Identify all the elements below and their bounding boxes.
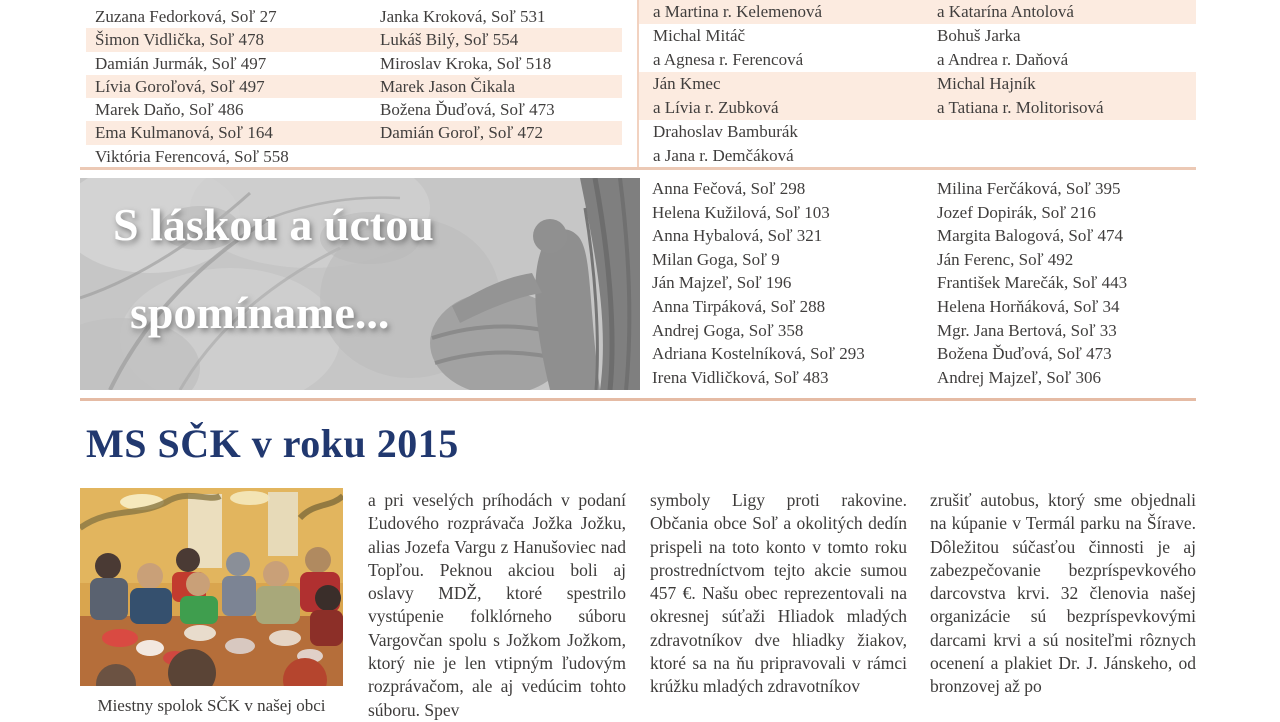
photo-caption: Miestny spolok SČK v našej obci: [97, 696, 326, 715]
table-row: [86, 5, 622, 28]
name-entry: Lukáš Bilý, Soľ 554: [380, 30, 519, 50]
name-entry: [937, 120, 1196, 144]
name-entry: Anna Tirpáková, Soľ 288: [652, 296, 826, 316]
memorial-banner-image: [80, 178, 640, 390]
name-entry: Mgr. Jana Bertová, Soľ 33: [937, 320, 1117, 340]
name-entry: Drahoslav Bamburák: [653, 122, 798, 141]
name-entry: Michal Hajník: [937, 74, 1036, 93]
name-entry: Damián Goroľ, Soľ 472: [380, 123, 544, 143]
name-entry: Helena Horňáková, Soľ 34: [937, 296, 1120, 316]
section-divider: [80, 167, 1196, 170]
name-entry: Anna Hybalová, Soľ 321: [652, 226, 823, 246]
name-entry: Viktória Ferencová, Soľ 558: [95, 146, 289, 166]
name-entry: Božena Ďuďová, Soľ 473: [380, 100, 555, 120]
article-column-1: a pri veselých príhodách v podaní Ľudového rozprávača Jožka Jožku, alias Jozefa Vargu z Hanušoviec nad Topľou. Peknou akciou boli aj oslavy MDŽ, ktoré spestrilo vystúpenie folklórneho súboru Vargovčan spolu s Jožkom Jožkom, ktorý nie je len vtipným ľudovým rozprávačom, ale aj vedúcim tohto súboru. Spev: [368, 490, 626, 720]
table-row: [639, 96, 1196, 120]
table-row: [639, 24, 1196, 48]
section-divider: [80, 398, 1196, 401]
name-entry: a Lívia r. Zubková: [653, 98, 779, 117]
table-row: [639, 144, 1196, 168]
table-row: [639, 0, 1196, 24]
name-entry: Helena Kužilová, Soľ 103: [652, 202, 830, 222]
name-entry: Milan Goga, Soľ 9: [652, 249, 780, 269]
table-row: [86, 145, 622, 168]
name-entry: Lívia Goroľová, Soľ 497: [95, 76, 265, 96]
name-entry: a Tatiana r. Molitorisová: [937, 98, 1104, 117]
name-entry: Milina Ferčáková, Soľ 395: [937, 179, 1121, 198]
name-entry: Margita Balogová, Soľ 474: [937, 226, 1124, 246]
name-entry: Zuzana Fedorková, Soľ 27: [95, 7, 277, 26]
deceased-name-table: [86, 0, 622, 168]
name-entry: [937, 144, 1196, 168]
table-row: [86, 98, 622, 121]
name-entry: Anna Fečová, Soľ 298: [652, 179, 806, 198]
name-entry: Marek Jason Čikala: [380, 76, 516, 96]
name-entry: Irena Vidličková, Soľ 483: [652, 367, 829, 387]
name-entry: Adriana Kostelníková, Soľ 293: [652, 344, 865, 364]
name-entry: Miroslav Kroka, Soľ 518: [380, 53, 552, 73]
name-entry: Marek Daňo, Soľ 486: [95, 100, 244, 120]
name-entry: a Katarína Antolová: [937, 2, 1074, 21]
name-entry: [380, 145, 622, 168]
table-row: [86, 52, 622, 75]
name-entry: Ján Ferenc, Soľ 492: [937, 249, 1074, 269]
name-entry: František Marečák, Soľ 443: [937, 273, 1128, 293]
name-entry: a Agnesa r. Ferencová: [653, 50, 804, 69]
marriages-name-table: [637, 0, 1196, 168]
name-entry: Michal Mitáč: [653, 26, 746, 45]
table-row: [86, 28, 622, 51]
table-row: [639, 48, 1196, 72]
memorial-title-line2: spomíname...: [130, 287, 390, 338]
article-photo-art: [80, 488, 343, 686]
memorial-names-column-2: [937, 177, 1196, 389]
name-entry: Ján Majzeľ, Soľ 196: [652, 273, 792, 293]
name-entry: Ema Kulmanová, Soľ 164: [95, 123, 273, 143]
name-entry: Šimon Vidlička, Soľ 478: [95, 30, 264, 50]
memorial-name-lists: [652, 177, 1196, 389]
table-row: [639, 120, 1196, 144]
name-entry: Andrej Goga, Soľ 358: [652, 320, 804, 340]
table-row: [86, 75, 622, 98]
table-row: [639, 72, 1196, 96]
name-entry: Andrej Majzeľ, Soľ 306: [937, 367, 1101, 387]
name-entry: Ján Kmec: [653, 74, 721, 93]
name-entry: a Andrea r. Daňová: [937, 50, 1069, 69]
name-entry: Janka Kroková, Soľ 531: [380, 7, 546, 26]
memorial-title-line1: S láskou a úctou: [113, 199, 434, 250]
name-entry: Božena Ďuďová, Soľ 473: [937, 344, 1112, 364]
table-row: [86, 121, 622, 144]
name-entry: Jozef Dopirák, Soľ 216: [937, 202, 1096, 222]
memorial-names-column-1: [652, 177, 937, 389]
name-entry: Damián Jurmák, Soľ 497: [95, 53, 267, 73]
name-entry: a Martina r. Kelemenová: [653, 2, 822, 21]
article-column-2: symboly Ligy proti rakovine. Občania obce Soľ a okolitých dedín prispeli na toto konto v tomto roku prostredníctvom tejto akcie sumou 457 €. Našu obec reprezentovali na okresnej súťaži Hliadok mladých zdravotníkov dve hliadky žiakov, ktoré sa na ňu pripravovali v rámci krúžku mladých zdravotníkov: [650, 490, 907, 697]
article-column-3: zrušiť autobus, ktorý sme objednali na kúpanie v Termál parku na Šírave. Dôležitou súčasťou činnosti je aj zabezpečovanie bezpríspevkového darcovstva krvi. 32 členovia našej organizácie sú bezpríspevkovými darcami krvi a sú nositeľmi rôznych ocenení a plakiet Dr. J. Jánskeho, od bronzovej až po: [930, 490, 1196, 697]
name-entry: Bohuš Jarka: [937, 26, 1021, 45]
article-heading: MS SČK v roku 2015: [86, 421, 459, 466]
name-entry: a Jana r. Demčáková: [653, 146, 794, 165]
article-photo: [80, 488, 343, 686]
